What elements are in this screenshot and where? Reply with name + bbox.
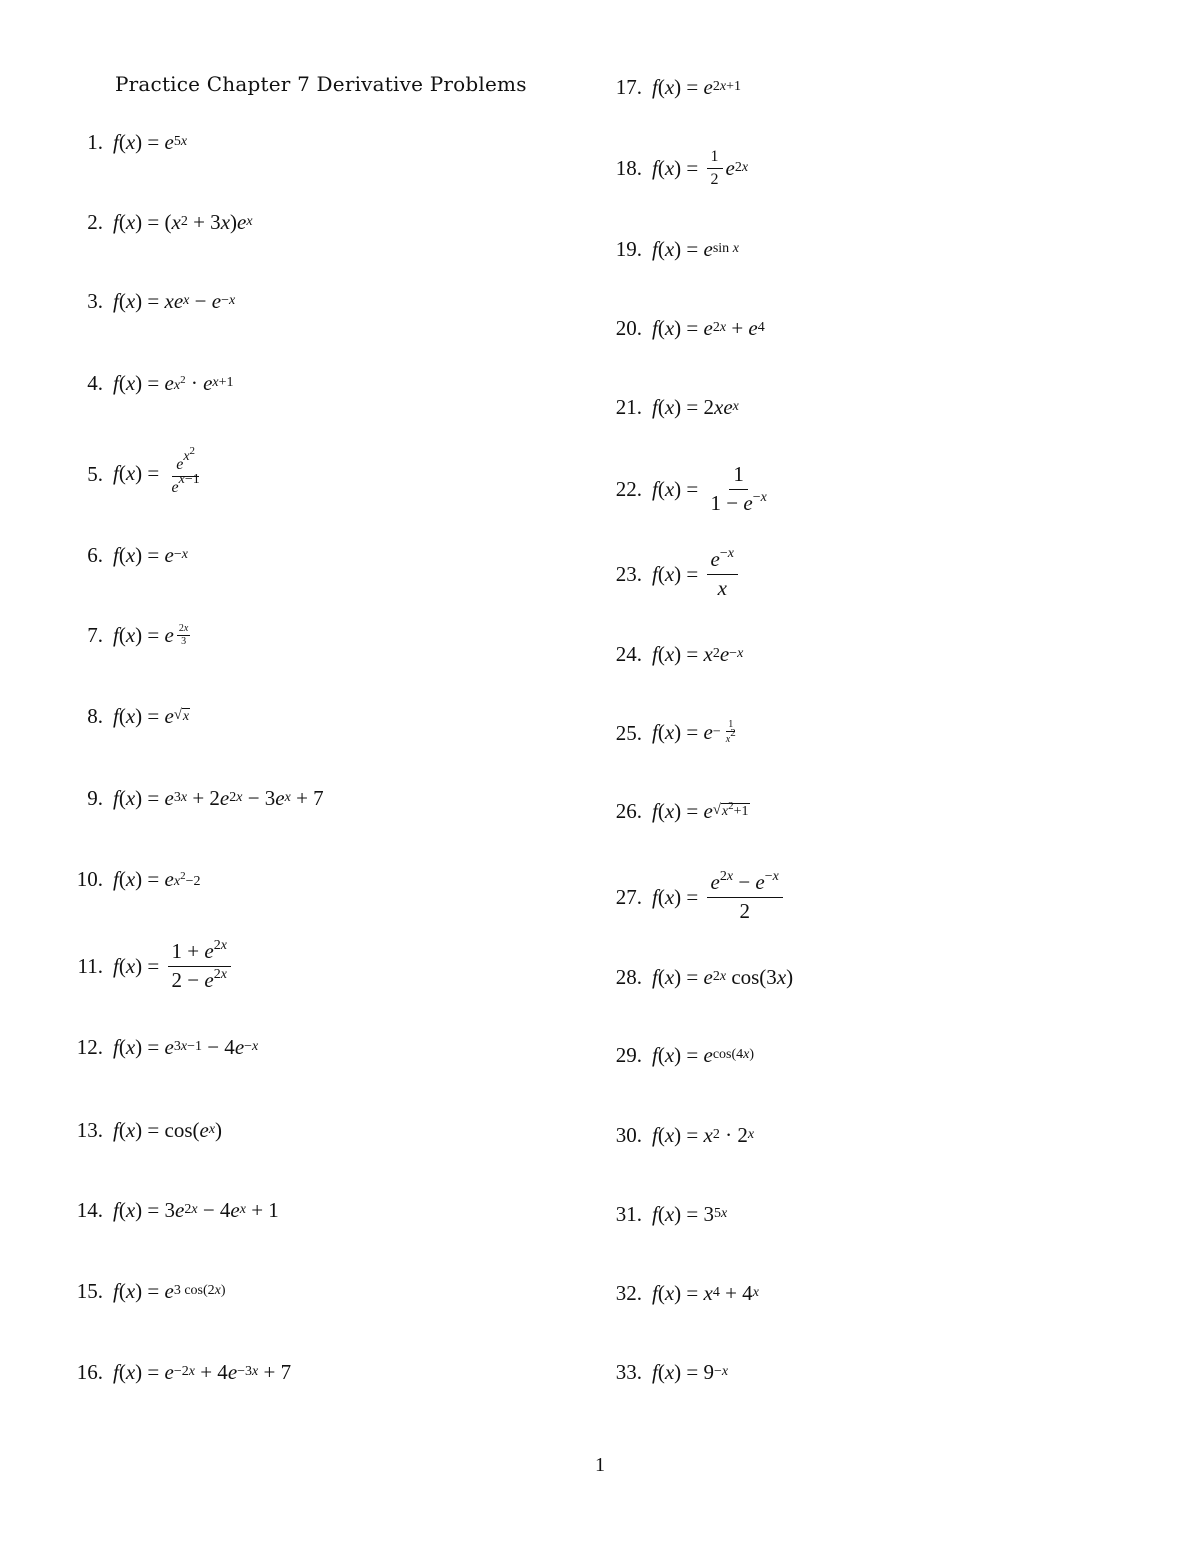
problem-11 <box>0 931 234 1001</box>
problem-expression: f ( x ) = 3 5x <box>652 1201 728 1226</box>
problem-12 <box>0 1012 258 1082</box>
problem-15 <box>0 1256 226 1326</box>
problem-number: 33. <box>615 1359 642 1384</box>
problem-expression: f ( x ) = e 2x+1 <box>652 74 741 99</box>
problem-7 <box>0 600 193 670</box>
problem-number: 21. <box>615 394 642 419</box>
page-title: Practice Chapter 7 Derivative Problems <box>115 72 527 96</box>
problem-26 <box>600 776 750 846</box>
problem-number: 9. <box>87 785 103 810</box>
problem-expression: f ( x ) = e 5x <box>113 129 188 154</box>
problem-number: 19. <box>615 236 642 261</box>
problem-expression: f ( x ) = $\frac{1}{2}$ e 2x <box>652 147 749 188</box>
problem-expression: f ( x ) = 2 xe x <box>652 394 739 419</box>
problem-number: 17. <box>615 74 642 99</box>
problem-expression: f ( x ) = e √ $x^2+1$ <box>652 798 749 823</box>
problem-number: 20. <box>615 315 642 340</box>
problem-17 <box>600 52 741 122</box>
problem-number: 29. <box>615 1042 642 1067</box>
problem-expression: f ( x ) = 9 −x <box>652 1359 729 1384</box>
problem-30 <box>600 1100 754 1170</box>
problem-expression: f ( x ) = e sin x <box>652 236 739 261</box>
problem-23 <box>600 539 741 609</box>
problem-number: 32. <box>615 1280 642 1305</box>
fraction: $\frac{1 + e^{2x}}{2 - e^{2x}}$ <box>168 940 231 991</box>
problem-29 <box>600 1020 754 1090</box>
problem-3 <box>0 266 235 336</box>
problem-expression: f ( x ) = e $x^2-2$ <box>113 866 201 891</box>
problem-expression: f ( x ) = e √ x <box>113 703 190 728</box>
problem-28 <box>600 942 793 1012</box>
problem-number: 26. <box>615 798 642 823</box>
problem-expression: f ( x ) = x 2 · 2 x <box>652 1122 755 1147</box>
problem-expression: f ( x ) = $\frac{e^{-x}}{x}$ <box>652 548 741 599</box>
fraction: $\frac{e^{2x} - e^{-x}}{2}$ <box>707 871 783 922</box>
problem-expression: f ( x ) = e 2x + e 4 <box>652 315 765 340</box>
problem-27 <box>600 862 786 932</box>
problem-4 <box>0 348 234 418</box>
fraction: $\frac{1}{1 - e^{-x}}$ <box>710 462 767 515</box>
problem-expression: f ( x ) = x 4 + 4 x <box>652 1280 759 1305</box>
problem-22 <box>600 454 774 524</box>
problem-number: 10. <box>76 866 103 891</box>
problem-expression: f ( x ) = $\frac{1 + e^{2x}}{2 - e^{2x}}$ <box>113 940 234 991</box>
problem-number: 25. <box>615 720 642 745</box>
problem-number: 7. <box>87 622 103 647</box>
problem-number: 13. <box>76 1117 103 1142</box>
problem-number: 1. <box>87 129 103 154</box>
problem-expression: f ( x ) = $\frac{e^{x^2}}{e^{x-1}}$ <box>113 451 207 496</box>
problem-1 <box>0 107 187 177</box>
problem-number: 11. <box>77 953 103 978</box>
problem-number: 27. <box>615 884 642 909</box>
problem-19 <box>600 214 739 284</box>
problem-number: 16. <box>76 1359 103 1384</box>
problem-expression: f ( x ) = e 3x−1 − 4 e −x <box>113 1034 259 1059</box>
problem-32 <box>600 1258 759 1328</box>
problem-number: 8. <box>87 703 103 728</box>
problem-expression: f ( x ) = e −2x + 4 e −3x + 7 <box>113 1359 292 1384</box>
problem-33 <box>600 1337 728 1407</box>
problem-number: 18. <box>615 155 642 180</box>
problem-14 <box>0 1175 279 1245</box>
problem-2 <box>0 187 253 257</box>
problem-number: 30. <box>615 1122 642 1147</box>
problem-expression: f ( x ) = $\frac{1}{1 - e^{-x}}$ <box>652 463 774 514</box>
problem-number: 24. <box>615 641 642 666</box>
page-number: 1 <box>595 1454 605 1476</box>
problem-number: 2. <box>87 209 103 234</box>
problem-10 <box>0 844 200 914</box>
problem-expression: f ( x ) = e 2x cos(3 x ) <box>652 964 794 989</box>
problem-expression: f ( x ) = e cos(4x) <box>652 1042 755 1067</box>
problem-number: 4. <box>87 370 103 395</box>
problem-21 <box>600 372 739 442</box>
problem-expression: f ( x ) = e 3x + 2 e 2x − 3 e x + 7 <box>113 785 324 810</box>
problem-24 <box>600 619 743 689</box>
fraction: $\frac{1}{2}$ <box>707 148 723 188</box>
problem-9 <box>0 763 324 833</box>
fraction: $\frac{e^{x^2}}{e^{x-1}}$ <box>171 445 200 497</box>
problem-31 <box>600 1179 727 1249</box>
problem-6 <box>0 520 188 590</box>
problem-number: 28. <box>615 964 642 989</box>
problem-20 <box>600 293 765 363</box>
problem-18 <box>600 133 748 203</box>
problem-expression: f ( x ) = e $x^2$ · e x+1 <box>113 370 234 395</box>
problem-expression: f ( x ) = e 3 cos(2x) <box>113 1278 226 1303</box>
fraction: $\frac{e^{-x}}{x}$ <box>707 548 738 599</box>
problem-expression: f ( x ) = xe x − e −x <box>113 288 236 313</box>
problem-25 <box>600 698 741 768</box>
problem-8 <box>0 681 190 751</box>
problem-number: 23. <box>615 561 642 586</box>
problem-number: 3. <box>87 288 103 313</box>
problem-expression: f ( x ) = x 2 e −x <box>652 641 744 666</box>
problem-expression: f ( x ) = 3 e 2x − 4 e x + 1 <box>113 1197 279 1222</box>
problem-number: 31. <box>615 1201 642 1226</box>
problem-16 <box>0 1337 291 1407</box>
problem-expression: f ( x ) = e $\frac{2x}{3}$ <box>113 622 189 647</box>
problem-number: 6. <box>87 542 103 567</box>
problem-number: 14. <box>76 1197 103 1222</box>
problem-expression: f ( x ) = $\frac{e^{2x} - e^{-x}}{2}$ <box>652 871 786 922</box>
problem-expression: f ( x ) = ( x 2 + 3 x ) e x <box>113 209 253 234</box>
problem-number: 12. <box>76 1034 103 1059</box>
problem-expression: f ( x ) = e − $\frac{1}{x^2}$ <box>652 719 736 746</box>
problem-expression: f ( x ) = e −x <box>113 542 188 567</box>
problem-expression: f ( x ) = cos( e x ) <box>113 1117 223 1142</box>
problem-number: 5. <box>87 461 103 486</box>
problem-13 <box>0 1095 222 1165</box>
problem-number: 15. <box>76 1278 103 1303</box>
problem-5 <box>0 439 207 509</box>
problem-number: 22. <box>615 476 642 501</box>
